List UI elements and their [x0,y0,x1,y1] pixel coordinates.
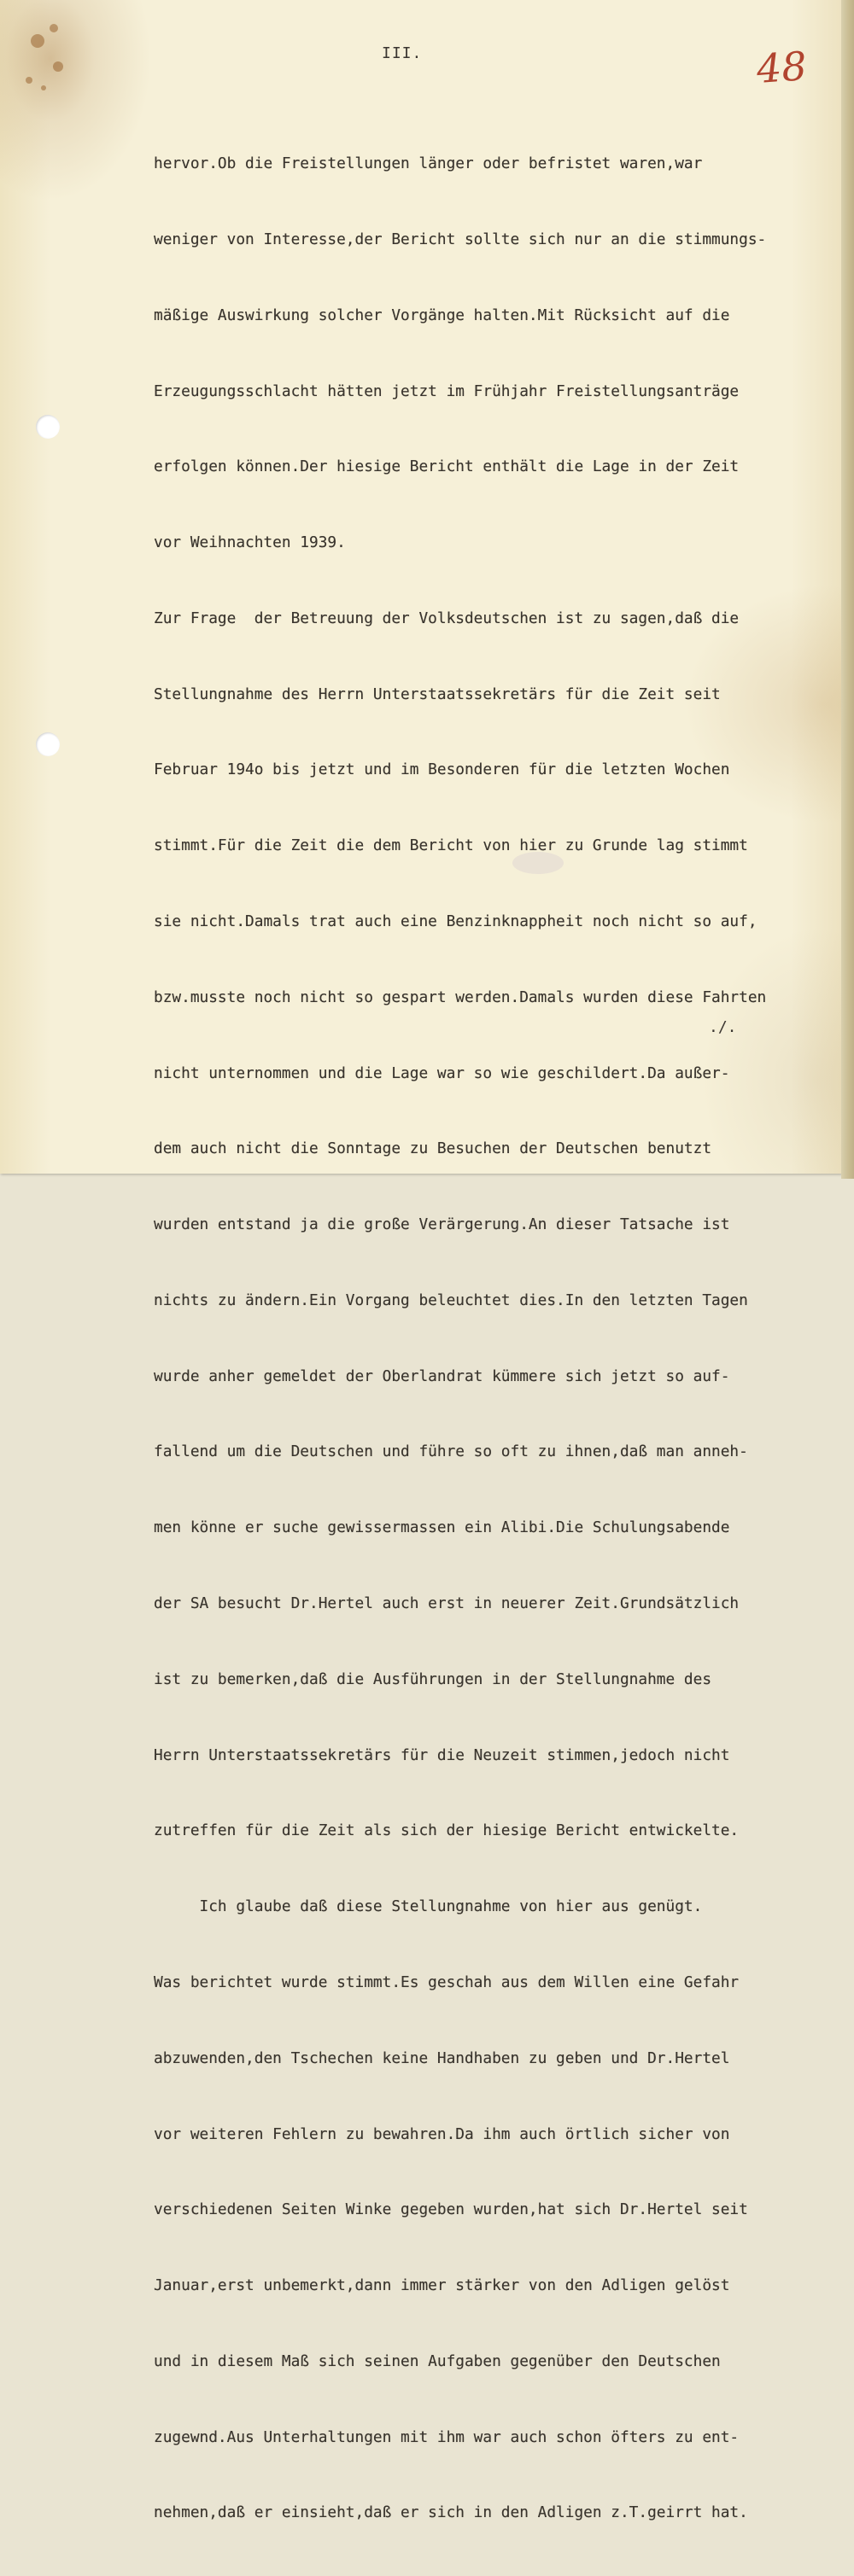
text-line: vor weiteren Fehlern zu bewahren.Da ihm auch örtlich sicher von [154,2124,730,2143]
text-line: Februar 194o bis jetzt und im Besonderen für die letzten Wochen [154,761,730,779]
text-line: nichts zu ändern.Ein Vorgang beleuchtet dies.In den letzten Tagen [154,1291,748,1309]
text-line: abzuwenden,den Tschechen keine Handhaben zu geben und Dr.Hertel [154,2049,730,2067]
text-line: wurde anher gemeldet der Oberlandrat kümmere sich jetzt so auf- [154,1367,730,1385]
text-line: zutreffen für die Zeit als sich der hiesige Bericht entwickelte. [154,1821,740,1840]
text-line: nehmen,daß er einsieht,daß er sich in den Adligen z.T.geirrt hat. [154,2503,748,2522]
text-line: weniger von Interesse,der Bericht sollte sich nur an die stimmungs- [154,230,767,248]
text-line: nicht unternommen und die Lage war so wie geschildert.Da außer- [154,1064,730,1082]
text-line: Erzeugungsschlacht hätten jetzt im Frühjahr Freistellungsanträge [154,382,740,400]
text-line: Zur Frage der Betreuung der Volksdeutschen ist zu sagen,daß die [154,609,740,627]
continuation-mark: ./. [709,1018,737,1036]
text-line: der SA besucht Dr.Hertel auch erst in neuerer Zeit.Grundsätzlich [154,1594,740,1613]
text-line: Was berichtet wurde stimmt.Es geschah aus dem Willen eine Gefahr [154,1973,740,1991]
text-line: men könne er suche gewissermassen ein Alibi.Die Schulungsabende [154,1518,730,1537]
text-line: Stellungnahme des Herrn Unterstaatssekretärs für die Zeit seit [154,685,721,703]
text-line: Ich glaube daß diese Stellungnahme von hier aus genügt. [154,1897,703,1916]
page-number: III. [382,44,423,62]
text-line: zugewnd.Aus Unterhaltungen mit ihm war auch schon öfters zu ent- [154,2427,740,2446]
punch-hole-top [36,415,60,439]
text-line: vor Weihnachten 1939. [154,533,346,552]
text-line: erfolgen können.Der hiesige Bericht enthält die Lage in der Zeit [154,458,740,476]
text-line: mäßige Auswirkung solcher Vorgänge halten.Mit Rücksicht auf die [154,306,730,324]
text-line: bzw.musste noch nicht so gespart werden.Damals wurden diese Fahrten [154,988,767,1006]
text-line: dem auch nicht die Sonntage zu Besuchen der Deutschen benutzt [154,1139,712,1158]
text-line: stimmt.Für die Zeit die dem Bericht von hier zu Grunde lag stimmt [154,836,748,855]
text-line: sie nicht.Damals trat auch eine Benzinknappheit noch nicht so auf, [154,912,757,930]
text-line: wurden entstand ja die große Verärgerung.An dieser Tatsache ist [154,1215,730,1234]
rust-stain [41,85,46,90]
punch-hole-bottom [36,732,60,756]
handwritten-folio-number: 48 [755,43,809,92]
rust-stain [31,34,44,48]
text-line: verschiedenen Seiten Winke gegeben wurden,hat sich Dr.Hertel seit [154,2200,748,2219]
rust-stain [26,77,32,84]
rust-stain [50,24,58,32]
text-line: ist zu bemerken,daß die Ausführungen in der Stellungnahme des [154,1670,712,1688]
rust-stain [53,61,63,72]
text-line: hervor.Ob die Freistellungen länger oder befristet waren,war [154,154,703,173]
typewritten-body [154,101,837,2576]
text-line: Herrn Unterstaatssekretärs für die Neuzeit stimmen,jedoch nicht [154,1746,730,1764]
page-edge [841,0,854,1179]
text-line: fallend um die Deutschen und führe so oft zu ihnen,daß man anneh- [154,1442,748,1461]
text-line: Januar,erst unbemerkt,dann immer stärker von den Adligen gelöst [154,2276,730,2295]
text-line: und in diesem Maß sich seinen Aufgaben gegenüber den Deutschen [154,2352,721,2370]
